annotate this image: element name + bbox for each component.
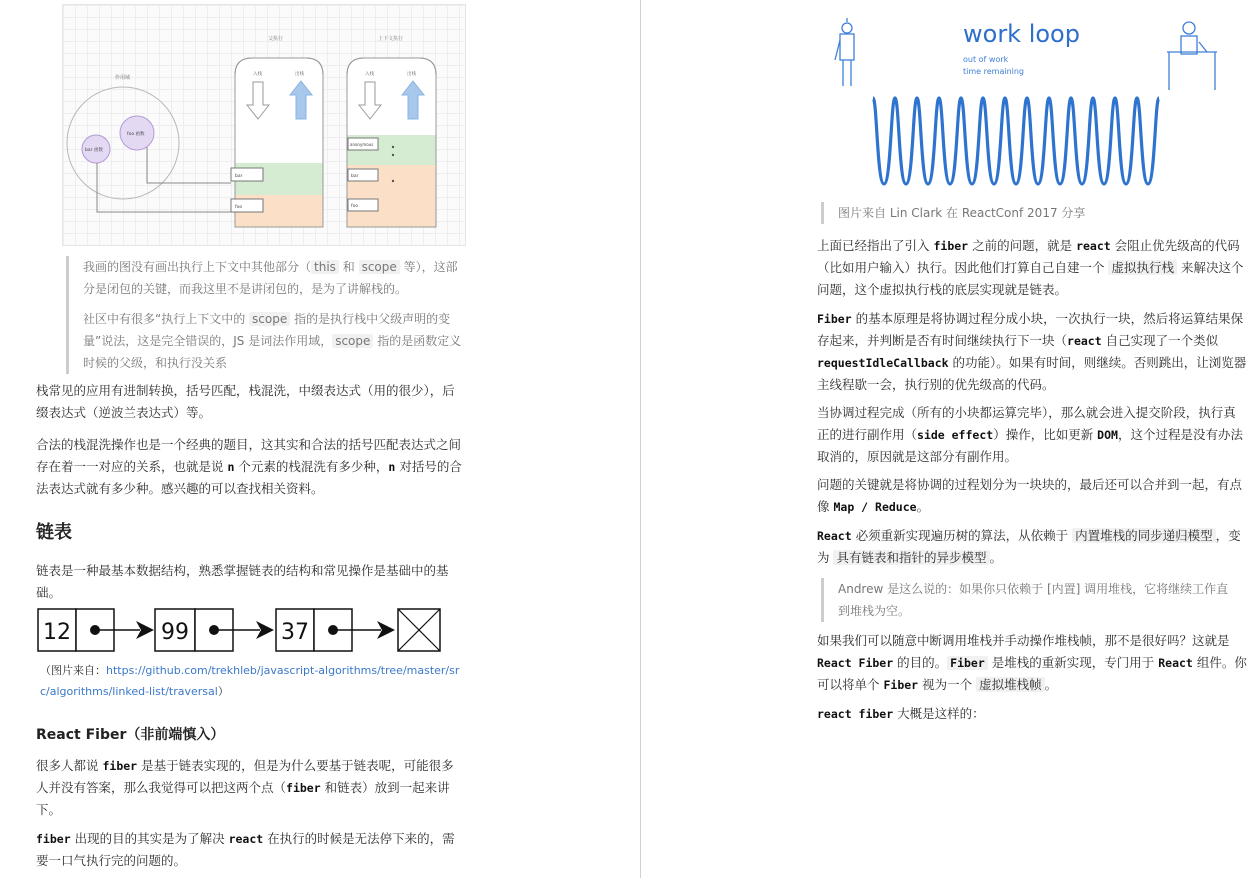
svg-text:foo: foo [351,204,359,209]
function-circle-bottom-label: bar 函数 [85,148,103,153]
work-loop-wave [873,98,1159,184]
commit-phase-paragraph: 当协调过程完成（所有的小块都运算完毕），那么就会进入提交阶段，执行真正的进行副作用（side effect）操作，比如更新 DOM，这个过程是没有办法取消的，原因就是这部分有副作用。 [817,405,1243,464]
svg-text:入栈: 入栈 [365,72,374,77]
fiber-principle-paragraph: Fiber 的基本原理是将协调过程分成小块，一次执行一块，然后将运算结果保存起来，并判断是否有时间继续执行下一块（react 自己实现了一个类似 requestIdleCallback 的功能）。如果有时间，则继续。否则跳出，让浏览器主线程歇一会，执行别的优先级高的代码。 [817,311,1247,392]
connector-bar [147,147,231,183]
svg-text:foo: foo [235,205,243,210]
list-node [276,609,395,651]
list-null-node [398,609,440,651]
pop-label-1: 出栈 [295,72,304,77]
execution-stack-diagram [62,4,466,246]
list-node-value: 12 [43,620,71,645]
fiber-purpose-paragraph: fiber 出现的目的其实是为了解决 react 在执行的时候是无法停下来的，需要一口气执行完的问题的。 [36,831,455,868]
quote-paragraph-2: 社区中有很多“执行上下文中的 scope 指的是执行栈中父级声明的变量”说法，这是完全错误的，JS 是词法作用域， scope 指的是函数定义时候的父级，和执行没关系 [83,312,462,370]
react-model-paragraph: React 必须重新实现遍历树的算法，从依赖于 内置堆栈的同步递归模型 ，变为 具有链表和指针的异步模型 。 [817,528,1241,565]
col2-title: 上下文执行 [378,36,404,42]
image-source-link[interactable]: https://github.com/trekhleb/javascript-algorithms/tree/master/src/algorithms/linked-list/traversal [40,664,460,698]
stack-shuffle-paragraph: 合法的栈混洗操作也是一个经典的题目，这其实和合法的括号匹配表达式之间存在着一一对应的关系，也就是说 n 个元素的栈混洗有多少种，n 对括号的合法表达式就有多少种。感兴趣的可以查找相关资料。 [36,437,462,496]
linked-list-figure [36,606,444,656]
svg-text:bar: bar [235,174,243,179]
stick-figure-right [1167,22,1217,90]
col1-title: 父执行 [268,36,284,42]
list-node-value: 99 [161,620,189,645]
linked-list-heading: 链表 [36,522,72,543]
list-node-value: 37 [281,620,309,645]
push-label-1: 入栈 [253,72,262,77]
work-loop-illustration [827,12,1227,197]
fiber-intro-paragraph: 很多人都说 fiber 是基于链表实现的，但是为什么要基于链表呢，可能很多人并没有答案，那么我觉得可以把这两个点（fiber 和链表）放到一起来讲下。 [36,758,454,817]
image-caption: 图片来自 Lin Clark 在 ReactConf 2017 分享 [821,202,1198,224]
stack-applications-paragraph: 栈常见的应用有进制转换，括号匹配，栈混洗，中缀表达式（用的很少），后缀表达式（逆波兰表达式）等。 [36,383,455,420]
connector-foo [97,163,231,212]
right-page [641,0,1258,878]
svg-text:anonymous: anonymous [350,142,374,147]
quote-paragraph-1: 我画的图没有画出执行上下文中其他部分（ this 和 scope 等），这部分是闭包的关键，而我这里不是讲闭包的，是为了讲解栈的。 [83,260,458,296]
work-loop-note-2: time remaining [963,67,1025,76]
work-loop-note-1: out of work [963,55,1009,64]
svg-text:出栈: 出栈 [407,72,416,77]
react-fiber-purpose-paragraph: 如果我们可以随意中断调用堆栈并手动操作堆栈帧，那不是很好吗？这就是 React Fiber 的目的。 Fiber 是堆栈的重新实现，专门用于 React 组件。你可以将单个 Fiber 视为一个 虚拟堆栈帧 。 [817,633,1247,692]
svg-text:bar: bar [351,174,359,179]
map-reduce-paragraph: 问题的关键就是将协调的过程划分为一块块的，最后还可以合并到一起，有点像 Map / Reduce。 [817,477,1243,514]
react-fiber-outro: react fiber 大概是这样的： [817,706,985,721]
image-source: （图片来自：https://github.com/trekhleb/javascript-algorithms/tree/master/src/algorithms/linked-list/traversal） [40,664,460,698]
list-node [155,609,274,651]
scope-note-quote [66,256,465,374]
function-circle-top-label: foo 函数 [127,132,145,137]
stick-figure-left [835,18,854,86]
linked-list-intro: 链表是一种最基本数据结构，熟悉掌握链表的结构和常见操作是基础中的基础。 [36,563,449,600]
list-node [38,609,154,651]
work-loop-title: work loop [963,20,1080,48]
react-fiber-heading: React Fiber（非前端慎入） [36,727,225,743]
andrew-quote: Andrew 是这么说的：如果你只依赖于 [内置] 调用堆栈，它将继续工作直到堆栈为空。 [821,578,1238,622]
scope-label: 作用域 [115,75,131,81]
fiber-problem-paragraph: 上面已经指出了引入 fiber 之前的问题，就是 react 会阻止优先级高的代码（比如用户输入）执行。因此他们打算自己自建一个 虚拟执行栈 来解决这个问题，这个虚拟执行栈的底层实现就是链表。 [817,238,1244,297]
